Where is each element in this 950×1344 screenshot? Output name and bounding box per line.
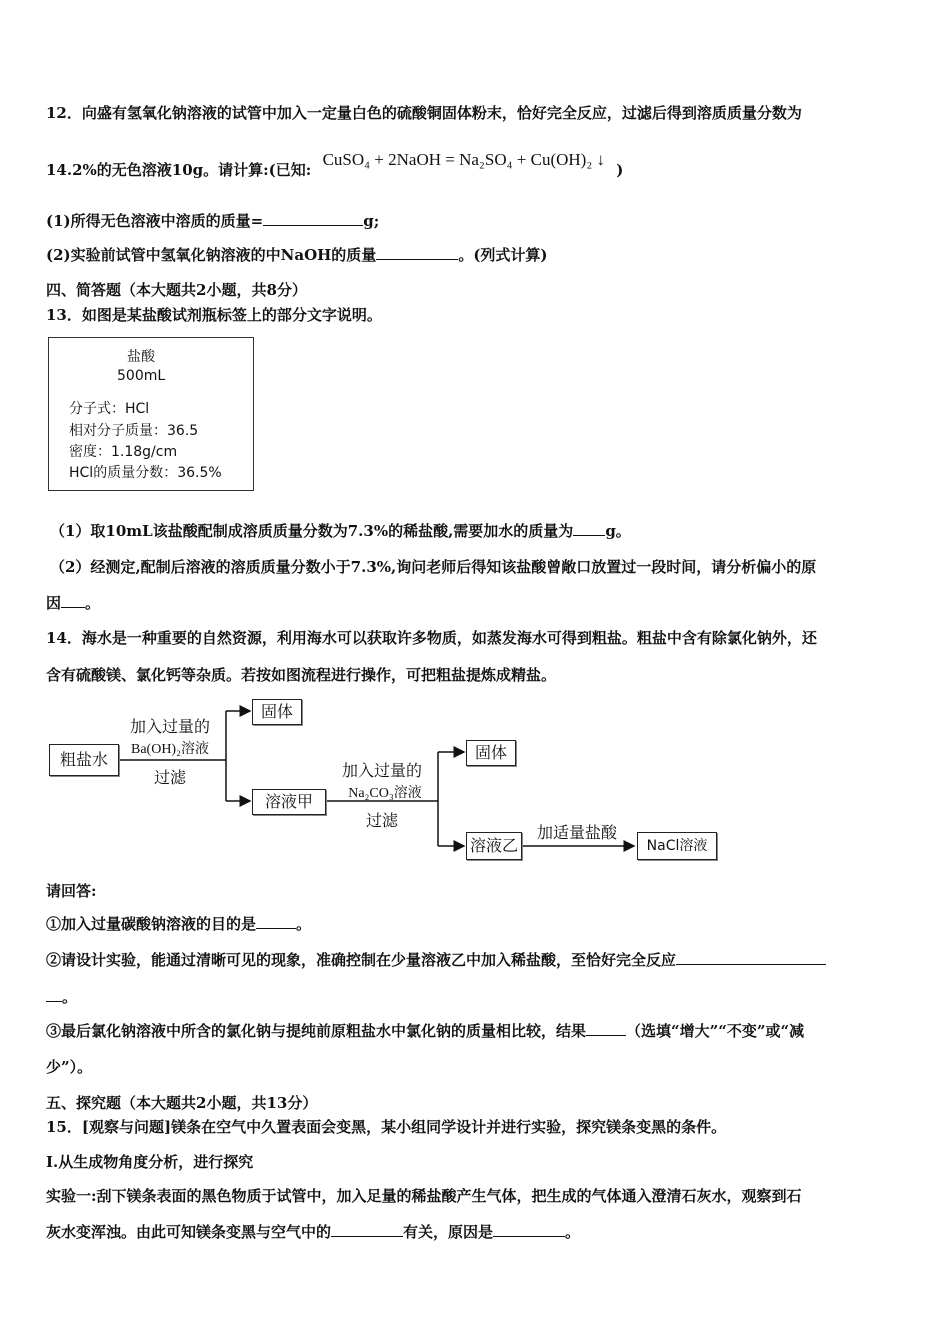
flow-step3: 加适量盐酸: [536, 823, 617, 842]
q13-sub2-suffix: 。: [85, 594, 101, 612]
flow-start-box: 粗盐水: [49, 744, 119, 776]
label-mass-fraction: HCl的质量分数：36.5%: [69, 465, 222, 481]
q14-a3-text: ③最后氯化钠溶液中所含的氯化钠与提纯前原粗盐水中氯化钠的质量相比较，结果: [46, 1022, 587, 1040]
q13-sub1-text: （1）取10mL该盐酸配制成溶质质量分数为7.3%的稀盐酸,需要加水的质量为: [50, 522, 574, 540]
q14-a1: [46, 914, 311, 934]
section-4-heading: 四、简答题（本大题共2小题，共8分）: [46, 281, 307, 299]
q13-sub2-line1: （2）经测定,配制后溶液的溶质质量分数小于7.3%,询问老师后得知该盐酸曾敞口放置过一段时间，请分析偏小的原: [50, 558, 817, 576]
q12-sub1-text: (1)所得无色溶液中溶质的质量=: [46, 212, 264, 230]
q12-equation: CuSO₄ + 2NaOH = Na₂SO₄ + Cu(OH)₂ ↓: [322, 150, 605, 169]
flow-step2-c: 过滤: [365, 811, 398, 830]
q14-a2-text: ②请设计实验，能通过清晰可见的现象，准确控制在少量溶液乙中加入稀盐酸，至恰好完全反应: [46, 951, 677, 969]
answer-blank[interactable]: [676, 950, 826, 965]
label-formula: 分子式：HCl: [69, 401, 150, 417]
q14-a3-line2: 少”）。: [46, 1058, 93, 1076]
q14-answer-intro: 请回答:: [46, 882, 97, 900]
answer-blank[interactable]: [46, 987, 62, 1002]
answer-blank[interactable]: [586, 1021, 626, 1036]
section-5-heading: 五、探究题（本大题共2小题，共13分）: [46, 1094, 318, 1112]
label-molar-mass: 相对分子质量：36.5: [69, 423, 199, 439]
flow-step2-b: Na₂CO₃溶液: [348, 786, 422, 801]
label-name: 盐酸: [127, 349, 155, 365]
q12-sub2-text: (2)实验前试管中氢氧化钠溶液的中NaOH的质量: [46, 246, 377, 264]
flow-solid1-box: 固体: [252, 699, 302, 725]
q14-a3-options: （选填“增大”“不变”或“减: [626, 1022, 805, 1040]
flow-end-box: NaCl溶液: [637, 832, 717, 860]
flow-solid2-box: 固体: [466, 740, 516, 766]
q14-line2: 含有硫酸镁、氯化钙等杂质。若按如图流程进行操作，可把粗盐提炼成精盐。: [46, 666, 557, 684]
q15-exp1-mid: 有关，原因是: [403, 1223, 494, 1241]
flow-solution-a-box: 溶液甲: [252, 789, 326, 815]
q13-sub2-prefix: 因: [46, 594, 62, 612]
q12-sub1-unit: g;: [363, 212, 380, 230]
label-density: 密度：1.18g/cm: [69, 444, 178, 460]
flow-step2-a: 加入过量的: [341, 761, 422, 780]
q15-part1: I.从生成物角度分析，进行探究: [46, 1153, 254, 1171]
flow-step1-a: 加入过量的: [129, 717, 210, 736]
q14-a2: [46, 950, 826, 970]
q12-line1: 12．向盛有氢氧化钠溶液的试管中加入一定量白色的硫酸铜固体粉末，恰好完全反应，过滤后得到溶质质量分数为: [46, 104, 802, 122]
q13-sub1-unit: g。: [605, 522, 631, 540]
q12-line2-suffix: ): [616, 161, 624, 179]
q15-exp1-line1: 实验一:刮下镁条表面的黑色物质于试管中，加入足量的稀盐酸产生气体，把生成的气体通入澄清石灰水，观察到石: [46, 1187, 802, 1205]
flow-step1-c: 过滤: [153, 768, 186, 787]
q14-line1: 14．海水是一种重要的自然资源，利用海水可以获取许多物质，如蒸发海水可得到粗盐。粗盐中含有除氯化钠外，还: [46, 629, 817, 647]
q15-exp1-text: 灰水变浑浊。由此可知镁条变黑与空气中的: [46, 1223, 332, 1241]
answer-blank[interactable]: [493, 1222, 565, 1237]
q15-exp1-line2: [46, 1222, 580, 1242]
q13-stem: 13．如图是某盐酸试剂瓶标签上的部分文字说明。: [46, 306, 382, 324]
flow-step1-b: Ba(OH)₂溶液: [131, 742, 209, 757]
answer-blank[interactable]: [331, 1222, 403, 1237]
q14-a2-cont: [46, 987, 77, 1007]
q12-line2-prefix: 14.2%的无色溶液10g。请计算:(已知:: [46, 161, 312, 179]
q15-stem: 15．[观察与问题]镁条在空气中久置表面会变黑，某小组同学设计并进行实验，探究镁条变黑的条件。: [46, 1118, 727, 1136]
q12-sub2-suffix: 。(列式计算): [458, 246, 548, 264]
q14-a1-text: ①加入过量碳酸钠溶液的目的是: [46, 915, 257, 933]
q14-a2-suffix: 。: [62, 988, 78, 1006]
q14-a1-suffix: 。: [296, 915, 312, 933]
flow-solution-b-box: 溶液乙: [466, 832, 522, 860]
answer-blank[interactable]: [256, 914, 296, 929]
q15-exp1-suffix: 。: [565, 1223, 581, 1241]
label-volume: 500mL: [117, 368, 166, 384]
q14-a3: [46, 1021, 804, 1041]
